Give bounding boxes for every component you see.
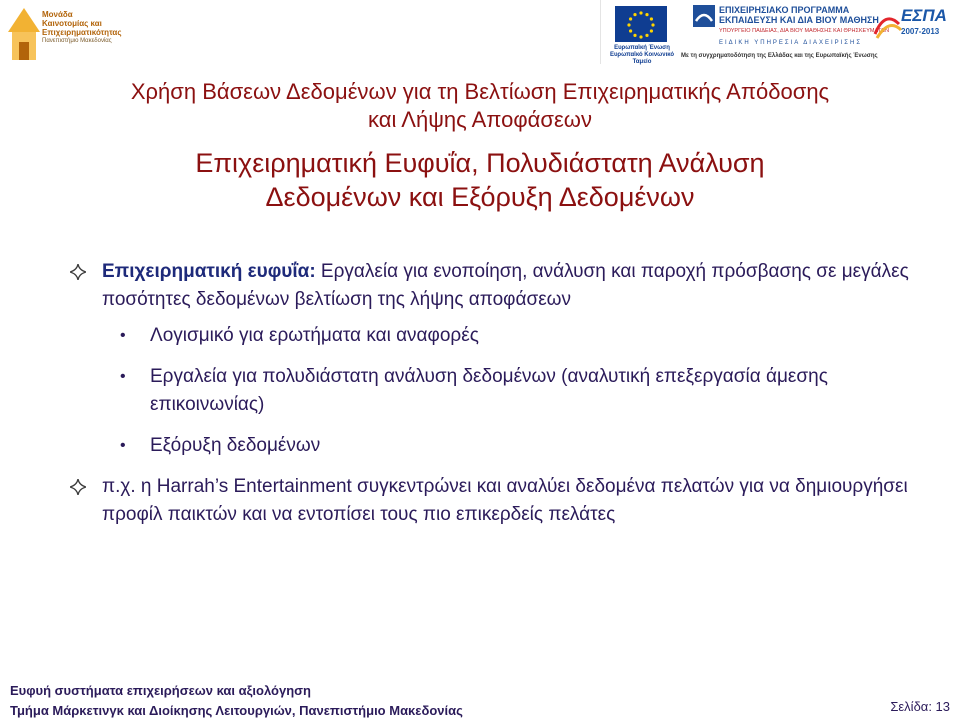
university-logo	[4, 2, 122, 64]
definition-text: Εργαλεία για ενοποίηση, ανάλυση και παροχή πρόσβασης σε μεγάλες ποσότητες δεδομένων βελτίωση της λήψης αποφάσεων	[102, 261, 909, 310]
example-block	[70, 473, 930, 529]
definition-block	[70, 258, 930, 314]
program-title-line-2: ΕΚΠΑΙΔΕΥΣΗ ΚΑΙ ΔΙΑ ΒΙΟΥ ΜΑΘΗΣΗ	[719, 15, 879, 25]
tool-list	[70, 322, 930, 460]
slide-title-line-2: και Λήψης Αποφάσεων	[368, 107, 592, 132]
diamond-bullet-icon	[70, 264, 86, 280]
example-text: π.χ. η Harrah’s Entertainment συγκεντρώνει και αναλύει δεδομένα πελατών για να δημιουργήσει προφίλ παικτών και να εντοπίσει τους πιο επικερδείς πελάτες	[102, 476, 908, 525]
slide-subtitle-line-2: Δεδομένων και Εξόρυξη Δεδομένων	[265, 182, 695, 212]
program-title	[719, 5, 879, 25]
logo-caption: Πανεπιστήμιο Μακεδονίας	[42, 38, 112, 44]
slide-subtitle	[40, 146, 920, 214]
list-item	[70, 363, 930, 419]
funding-note: Με τη συγχρηματοδότηση της Ελλάδας και της Ευρωπαϊκής Ένωσης	[681, 53, 878, 59]
list-item-text: Εργαλεία για πολυδιάστατη ανάλυση δεδομένων (αναλυτική επεξεργασία άμεσης επικοινωνίας)	[150, 366, 828, 415]
eu-caption	[607, 45, 677, 66]
bullet-dot-icon: •	[120, 327, 126, 344]
eu-caption-line-2: Ευρωπαϊκό Κοινωνικό Ταμείο	[609, 52, 675, 65]
logo-line-1: Μονάδα	[42, 10, 73, 19]
eu-caption-line-1: Ευρωπαϊκή Ένωση	[614, 45, 670, 51]
list-item	[70, 432, 930, 460]
house-icon	[4, 2, 44, 64]
slide-title	[20, 78, 940, 134]
partner-logos	[600, 0, 960, 64]
program-ministry: ΥΠΟΥΡΓΕΙΟ ΠΑΙΔΕΙΑΣ, ΔΙΑ ΒΙΟΥ ΜΑΘΗΣΗΣ ΚΑΙ ΘΡΗΣΚΕΥΜΑΤΩΝ	[719, 28, 890, 34]
espa-years: 2007-2013	[901, 27, 940, 36]
slide-subtitle-line-1: Επιχειρηματική Ευφυΐα, Πολυδιάστατη Ανάλυση	[195, 148, 765, 178]
espa-name: ΕΣΠΑ	[901, 6, 947, 25]
program-title-line-1: ΕΠΙΧΕΙΡΗΣΙΑΚΟ ΠΡΟΓΡΑΜΜΑ	[719, 5, 850, 15]
diamond-bullet-icon	[70, 479, 86, 495]
list-item-text: Λογισμικό για ερωτήματα και αναφορές	[150, 325, 479, 346]
eu-flag-icon	[615, 6, 667, 42]
footer-course-info	[10, 681, 463, 721]
program-unit: ΕΙΔΙΚΗ ΥΠΗΡΕΣΙΑ ΔΙΑΧΕΙΡΙΣΗΣ	[719, 40, 863, 46]
footer-course-title: Ευφυή συστήματα επιχειρήσεων και αξιολόγηση	[10, 683, 311, 698]
slide-content	[70, 258, 930, 529]
logo-line-2: Καινοτομίας και	[42, 19, 102, 28]
list-item-text: Εξόρυξη δεδομένων	[150, 435, 321, 456]
bullet-dot-icon: •	[120, 368, 126, 385]
list-item	[70, 322, 930, 350]
slide-title-line-1: Χρήση Βάσεων Δεδομένων για τη Βελτίωση Επιχειρηματικής Απόδοσης	[130, 79, 830, 104]
bullet-dot-icon: •	[120, 437, 126, 454]
definition-term: Επιχειρηματική ευφυΐα:	[102, 261, 316, 282]
program-logo-icon	[693, 5, 715, 27]
logo-line-3: Επιχειρηματικότητας	[42, 28, 122, 37]
header-bar	[0, 0, 960, 70]
footer-department: Τμήμα Μάρκετινγκ και Διοίκησης Λειτουργιών, Πανεπιστήμιο Μακεδονίας	[10, 703, 463, 718]
page-number: Σελίδα: 13	[890, 699, 950, 714]
